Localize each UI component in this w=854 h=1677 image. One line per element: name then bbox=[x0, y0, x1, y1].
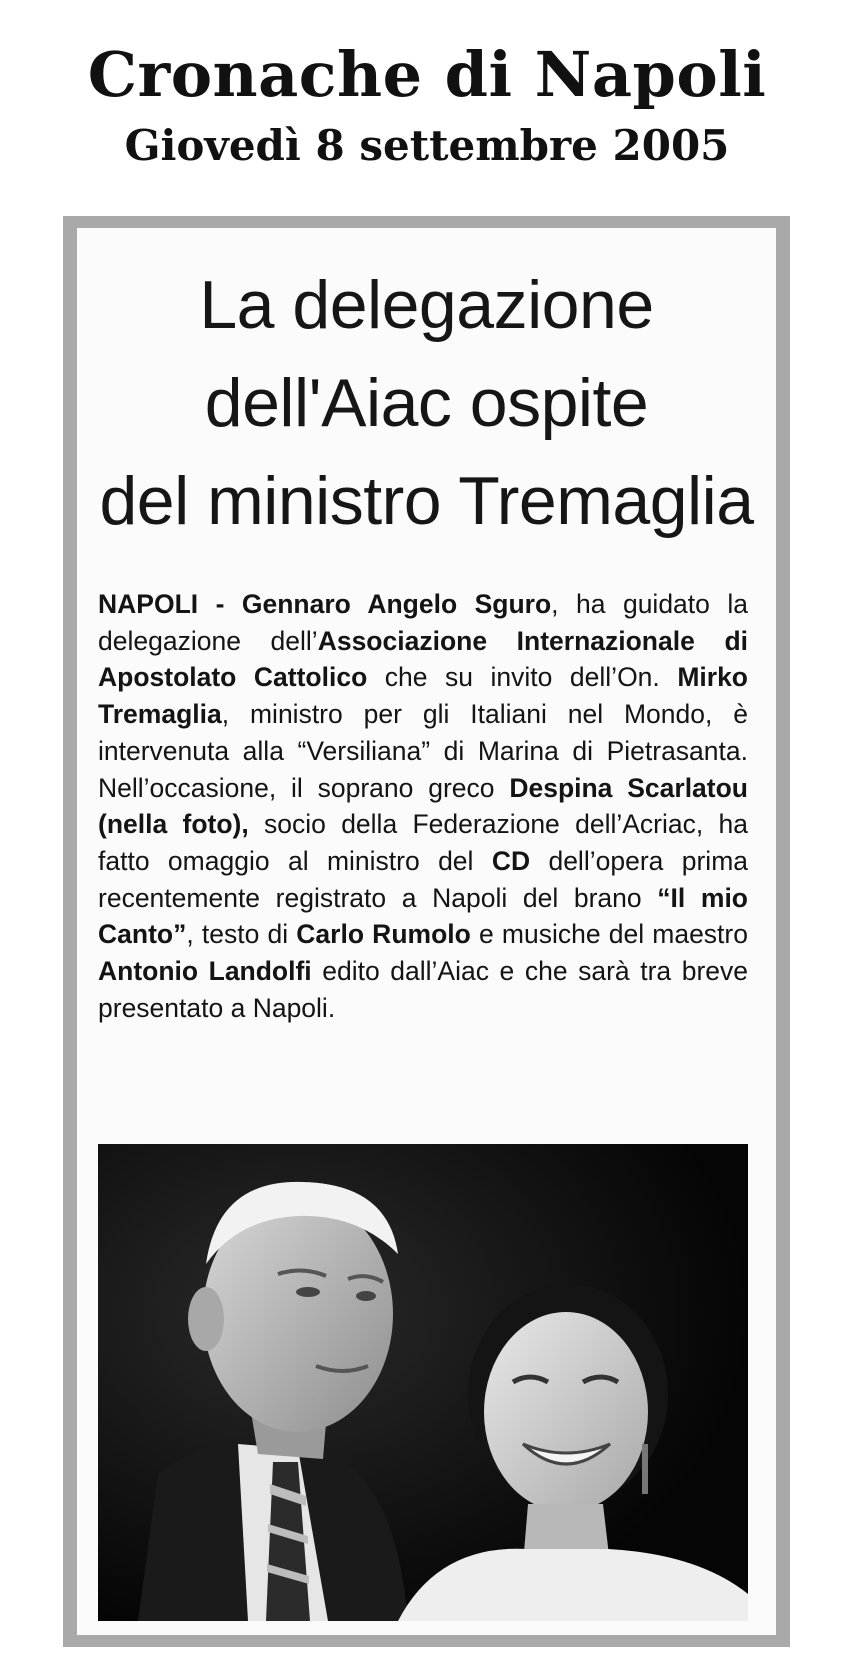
dateline-separator: - bbox=[198, 589, 242, 619]
person-name-rumolo: Carlo Rumolo bbox=[296, 919, 471, 950]
body-text-run: socio della Federazione dell’Acriac, ha fatto omaggio al ministro del bbox=[98, 809, 748, 876]
headline-line-2: dell'Aiac ospite bbox=[204, 365, 649, 441]
cd-term: CD bbox=[491, 845, 531, 876]
dateline: NAPOLI bbox=[98, 589, 199, 619]
article-clipping bbox=[77, 228, 776, 1635]
article-headline bbox=[77, 256, 776, 550]
publication-date: Giovedì 8 settembre 2005 bbox=[124, 121, 730, 170]
body-text-run: e musiche del maestro bbox=[470, 919, 748, 950]
person-name-tremaglia: Mirko Tremaglia bbox=[98, 662, 748, 730]
article-body bbox=[98, 586, 748, 1026]
song-title: “Il mio Canto” bbox=[98, 882, 748, 950]
person-name-scarlatou: Despina Scarlatou (nella foto), bbox=[98, 772, 748, 840]
headline-line-3: del ministro Tremaglia bbox=[99, 463, 754, 539]
article-photo bbox=[98, 1144, 748, 1621]
person-name-landolfi: Antonio Landolfi bbox=[98, 956, 312, 987]
body-text-run: , ha guidato la delegazione dell’ bbox=[98, 589, 748, 656]
newspaper-name: Cronache di Napoli bbox=[87, 38, 767, 111]
person-name-sguro: Gennaro Angelo Sguro bbox=[241, 589, 552, 619]
body-text-run: edito dall’Aiac e che sarà tra breve presentato a Napoli. bbox=[98, 956, 749, 1023]
organization-name: Associazione Internazionale di Apostolato Cattolico bbox=[98, 625, 748, 693]
headline-line-1: La delegazione bbox=[199, 267, 654, 343]
body-text-run: , testo di bbox=[186, 919, 297, 950]
body-text-run: che su invito dell’On. bbox=[367, 662, 678, 693]
photo-illustration bbox=[98, 1144, 748, 1621]
body-text-run: dell’opera prima recentemente registrato a Napoli del brano bbox=[98, 845, 749, 913]
body-text-run: , ministro per gli Italiani nel Mondo, è intervenuta alla “Versiliana” di Marina di Pietrasanta. Nell’occasione, il soprano greco bbox=[98, 699, 748, 803]
article-clipping-frame bbox=[63, 216, 790, 1647]
masthead bbox=[0, 38, 854, 176]
